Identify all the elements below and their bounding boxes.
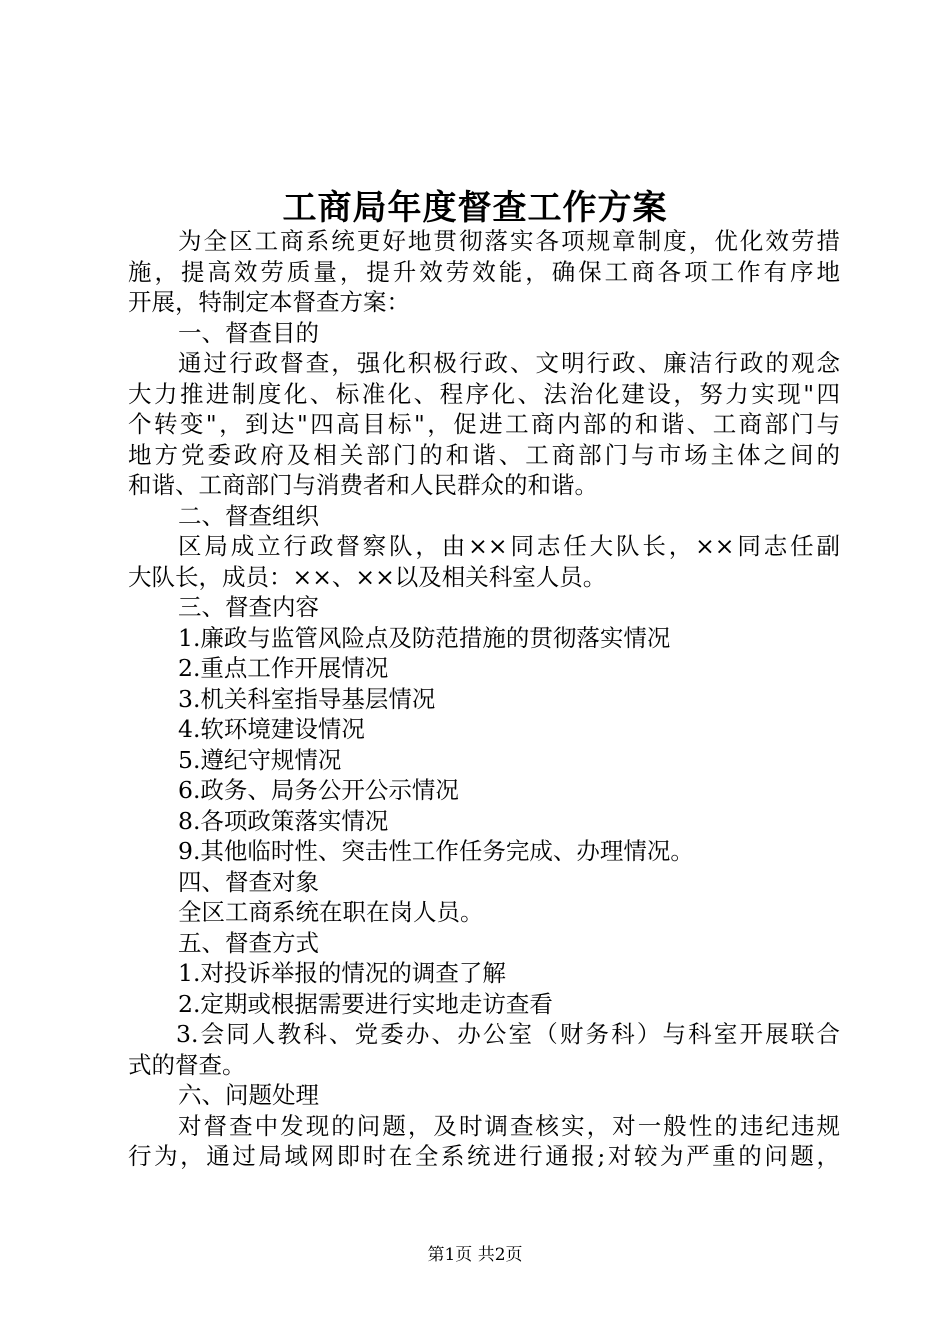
document-title: 工商局年度督查工作方案	[282, 188, 668, 228]
paragraph-line: 对督查中发现的问题，及时调查核实，对一般性的违纪违规	[178, 1111, 840, 1140]
paragraph-line: 开展，特制定本督查方案：	[128, 288, 410, 316]
paragraph-line: 全区工商系统在职在岗人员。	[178, 898, 484, 926]
paragraph-line: 地方党委政府及相关部门的和谐、工商部门与市场主体之间的	[128, 440, 840, 469]
section-heading: 一、督查目的	[178, 318, 319, 347]
list-item: 3.会同人教科、党委办、办公室（财务科）与科室开展联合	[176, 1020, 840, 1048]
section-heading: 二、督查组织	[178, 501, 319, 530]
document-body	[128, 226, 840, 1172]
paragraph-line: 为全区工商系统更好地贯彻落实各项规章制度，优化效劳措	[178, 227, 840, 255]
paragraph-line: 通过行政督查，强化积极行政、文明行政、廉洁行政的观念	[178, 349, 840, 377]
section-heading: 四、督查对象	[178, 867, 319, 896]
list-item: 6.政务、局务公开公示情况	[178, 776, 459, 804]
list-item: 8.各项政策落实情况	[178, 806, 389, 835]
paragraph-line: 个转变"，到达"四高目标"，促进工商内部的和谐、工商部门与	[128, 410, 840, 438]
list-item: 式的督查。	[128, 1050, 246, 1079]
list-item: 4.软环境建设情况	[178, 715, 365, 743]
section-heading: 五、督查方式	[178, 928, 319, 957]
list-item: 2.重点工作开展情况	[178, 654, 389, 682]
paragraph-line: 大力推进制度化、标准化、程序化、法治化建设，努力实现"四	[128, 379, 840, 408]
paragraph-line: 施，提高效劳质量，提升效劳效能，确保工商各项工作有序地	[128, 257, 840, 286]
paragraph-line: 区局成立行政督察队，由××同志任大队长，××同志任副	[178, 532, 840, 560]
list-item: 9.其他临时性、突击性工作任务完成、办理情况。	[178, 837, 694, 865]
paragraph-line: 和谐、工商部门与消费者和人民群众的和谐。	[128, 471, 598, 499]
page-footer: 第1页 共2页	[427, 1245, 523, 1265]
paragraph-line: 大队长，成员：××、××以及相关科室人员。	[128, 562, 607, 591]
list-item: 2.定期或根据需要进行实地走访查看	[178, 989, 553, 1018]
section-heading: 三、督查内容	[178, 593, 319, 621]
list-item: 1.对投诉举报的情况的调查了解	[178, 959, 506, 987]
paragraph-line: 行为，通过局域网即时在全系统进行通报;对较为严重的问题，	[128, 1142, 840, 1170]
section-heading: 六、问题处理	[178, 1081, 319, 1109]
list-item: 1.廉政与监管风险点及防范措施的贯彻落实情况	[178, 623, 671, 652]
list-item: 5.遵纪守规情况	[178, 745, 342, 774]
list-item: 3.机关科室指导基层情况	[178, 684, 436, 713]
